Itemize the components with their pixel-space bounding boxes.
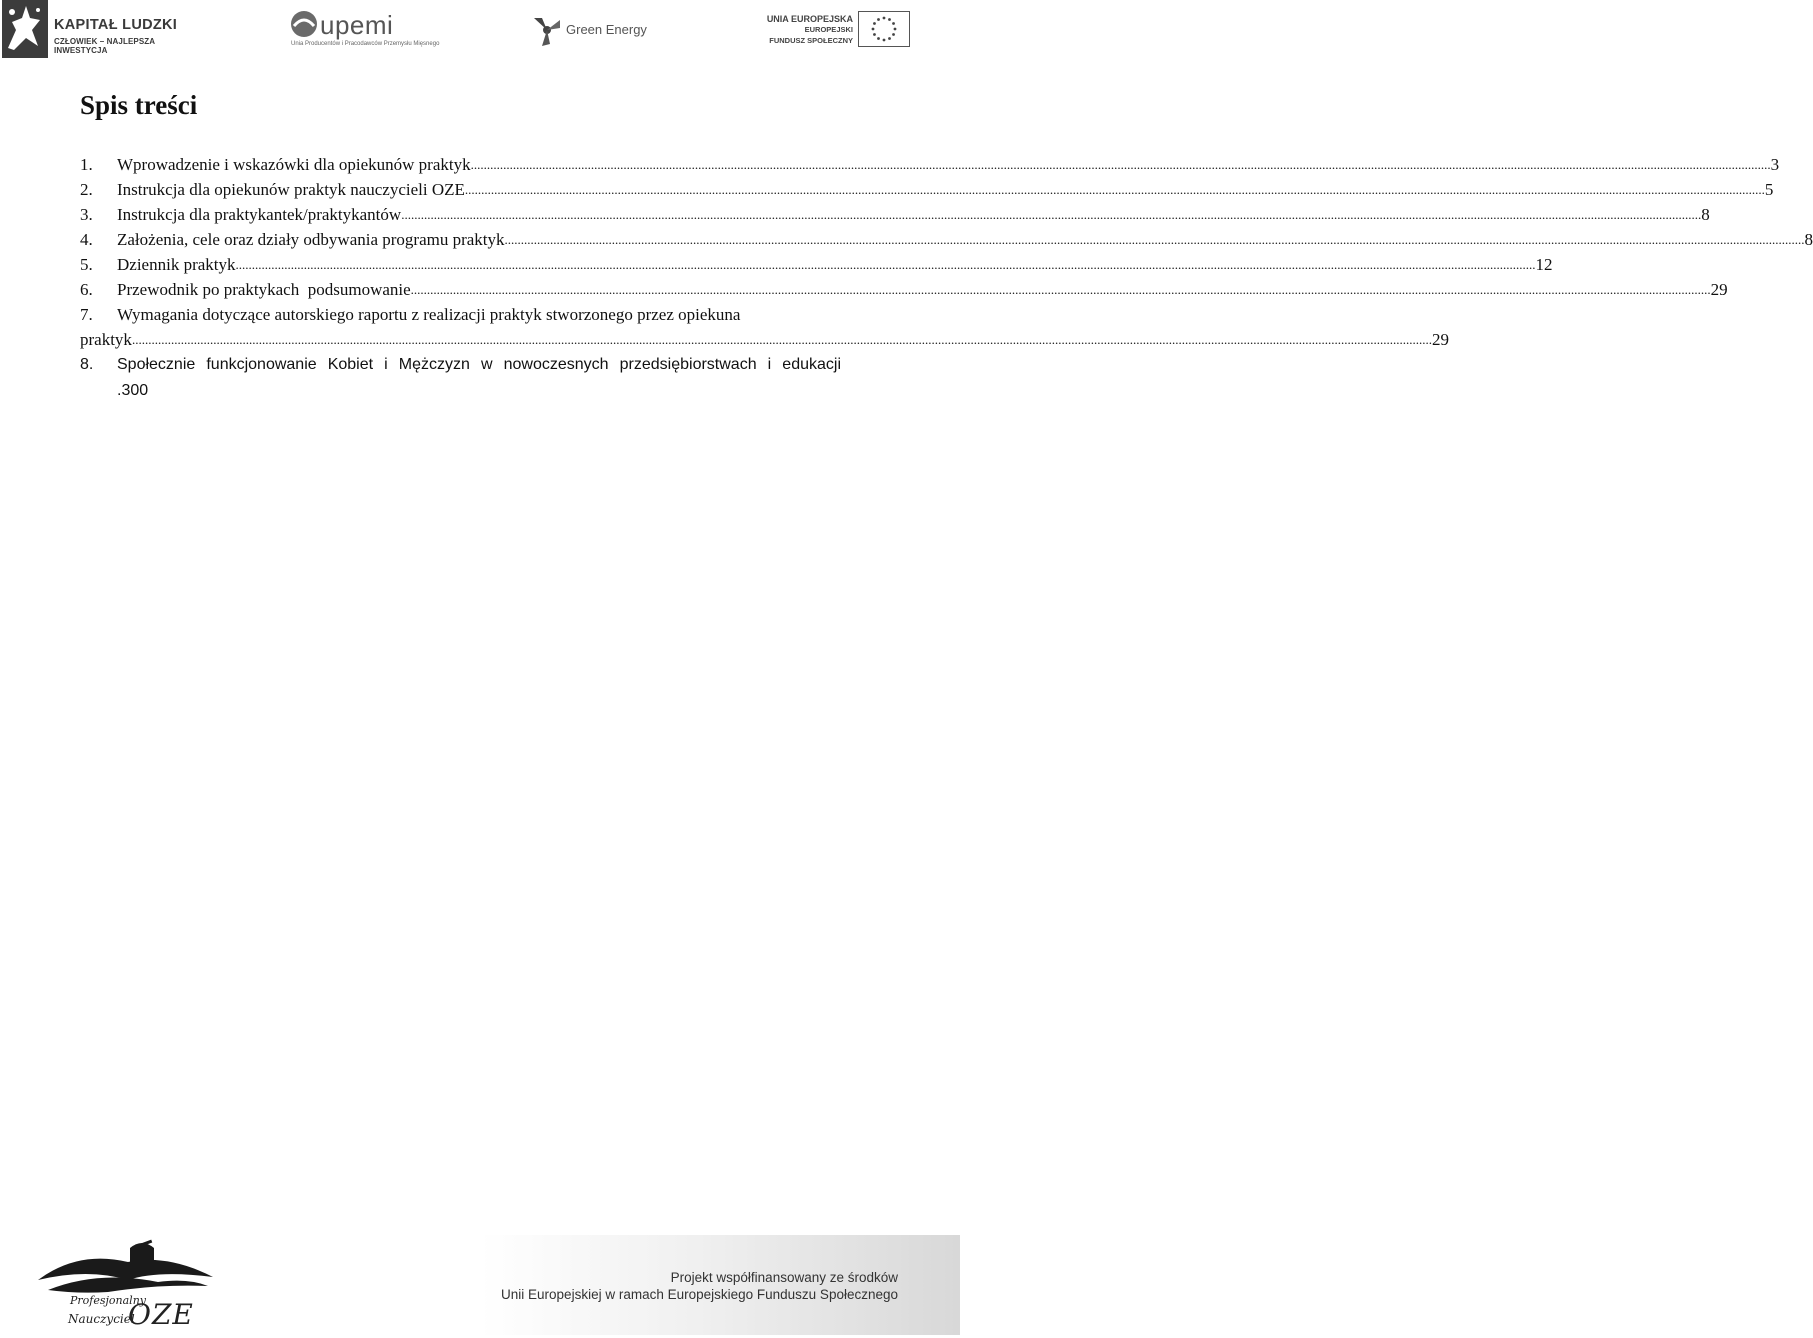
logo-line-nauczyciel: Nauczyciel: [68, 1312, 135, 1326]
eu-star-icon: [892, 33, 895, 36]
toc-entry-label: Założenia, cele oraz działy odbywania programu praktyk: [117, 230, 505, 249]
toc-dot-leader: ................................................................................................................................................................................................................................................................................................................................................................................................................: [410, 282, 1711, 297]
green-energy-logo: [530, 12, 660, 52]
toc-entry-page: .300: [117, 382, 149, 399]
turbine-icon: [530, 12, 564, 48]
eu-logo: [766, 11, 915, 51]
toc-dot-leader: ................................................................................................................................................................................................................................................................................................................................................................................................................: [470, 157, 1771, 172]
toc-entry[interactable]: [80, 252, 1553, 277]
toc-entry[interactable]: [80, 302, 1449, 352]
eu-star-icon: [877, 18, 880, 21]
toc-entry[interactable]: [80, 202, 1710, 227]
eu-star-icon: [888, 37, 891, 40]
toc-entry-label: Społecznie funkcjonowanie Kobiet i Mężczyzn w nowoczesnych przedsiębiorstwach i edukacji: [117, 356, 841, 373]
toc-entry-number: 2.: [80, 180, 93, 199]
eu-line1: UNIA EUROPEJSKA: [766, 14, 853, 24]
toc-entry-label: Przewodnik po praktykach podsumowanie: [117, 280, 411, 299]
toc-entry-page: 8: [1701, 205, 1710, 224]
table-of-contents: [80, 152, 1813, 404]
eu-line3: FUNDUSZ SPOŁECZNY: [769, 36, 853, 45]
toc-entry-number: 3.: [80, 205, 93, 224]
toc-entry[interactable]: [80, 277, 1728, 302]
eu-star-icon: [883, 17, 886, 20]
profesjonalny-nauczyciel-oze-logo: [38, 1232, 218, 1337]
upemi-name: upemi: [320, 10, 394, 40]
logo-line-oze: OZE: [128, 1298, 194, 1331]
kapital-ludzki-title: KAPITAŁ LUDZKI: [54, 17, 178, 33]
toc-dot-leader: ................................................................................................................................................................................................................................................................................................................................................................................................................: [504, 232, 1805, 247]
green-energy-name: Green Energy: [566, 22, 647, 37]
project-funding-line1: Projekt współfinansowany ze środków: [670, 1270, 898, 1285]
toc-entry-number: 5.: [80, 255, 93, 274]
kapital-ludzki-emblem-icon: [2, 0, 48, 58]
toc-dot-leader: ................................................................................................................................................................................................................................................................................................................................................................................................................: [464, 182, 1765, 197]
toc-entry-label: Wymagania dotyczące autorskiego raportu z realizacji praktyk stworzonego przez opiekuna: [117, 305, 741, 324]
toc-dot-leader: ................................................................................................................................................................................................................................................................................................................................................................................................................: [131, 332, 1432, 347]
toc-entry-number: 4.: [80, 230, 93, 249]
toc-entry-label: Dziennik praktyk: [117, 255, 236, 274]
toc-entry[interactable]: [80, 152, 1780, 177]
toc-entry-page: 12: [1535, 255, 1553, 274]
toc-entry-label: Wprowadzenie i wskazówki dla opiekunów praktyk: [117, 155, 471, 174]
eu-star-icon: [872, 28, 875, 31]
eu-star-icon: [894, 28, 897, 31]
toc-entry-label: Instrukcja dla opiekunów praktyk nauczycieli OZE: [117, 180, 465, 199]
toc-entry-number: 8.: [80, 356, 94, 373]
toc-entry[interactable]: [80, 177, 1774, 202]
toc-entry-number: 1.: [80, 155, 93, 174]
toc-entry[interactable]: [80, 352, 841, 404]
eu-star-icon: [883, 39, 886, 42]
project-funding-line2: Unii Europejskiej w ramach Europejskiego Funduszu Społecznego: [501, 1287, 898, 1302]
toc-dot-leader: ................................................................................................................................................................................................................................................................................................................................................................................................................: [401, 207, 1702, 222]
page-title: Spis treści: [80, 90, 198, 120]
eu-star-icon: [888, 18, 891, 21]
eu-flag-icon: [858, 11, 910, 47]
eu-star-icon: [873, 33, 876, 36]
eu-line2: EUROPEJSKI: [804, 25, 853, 34]
toc-entry-label: Instrukcja dla praktykantek/praktykantów: [117, 205, 402, 224]
footer-band: [480, 1235, 960, 1335]
toc-entry-page: 8: [1804, 230, 1813, 249]
toc-entry-page: 29: [1431, 330, 1449, 349]
page-header: [0, 0, 960, 62]
eu-star-icon: [892, 22, 895, 25]
toc-entry-page: 29: [1710, 280, 1728, 299]
toc-entry-label-continued: praktyk: [80, 330, 132, 349]
toc-dot-leader: ................................................................................................................................................................................................................................................................................................................................................................................................................: [235, 257, 1536, 272]
eu-star-icon: [877, 37, 880, 40]
toc-entry-number: 6.: [80, 280, 93, 299]
hills-observatory-icon: [38, 1232, 218, 1302]
upemi-subtitle: Unia Producentów i Pracodawców Przemysłu Mięsnego: [291, 41, 440, 47]
upemi-mark-icon: [290, 10, 318, 38]
toc-entry-page: 3: [1770, 155, 1780, 174]
logo-line-profesjonalny: Profesjonalny: [70, 1294, 147, 1307]
upemi-logo: [290, 8, 440, 53]
toc-entry-number: 7.: [80, 305, 93, 324]
kapital-ludzki-subtitle: CZŁOWIEK – NAJLEPSZA INWESTYCJA: [54, 37, 155, 55]
eu-star-icon: [873, 22, 876, 25]
toc-entry-page: 5: [1764, 180, 1774, 199]
kapital-ludzki-logo: [2, 0, 187, 60]
toc-entry[interactable]: [80, 227, 1813, 252]
